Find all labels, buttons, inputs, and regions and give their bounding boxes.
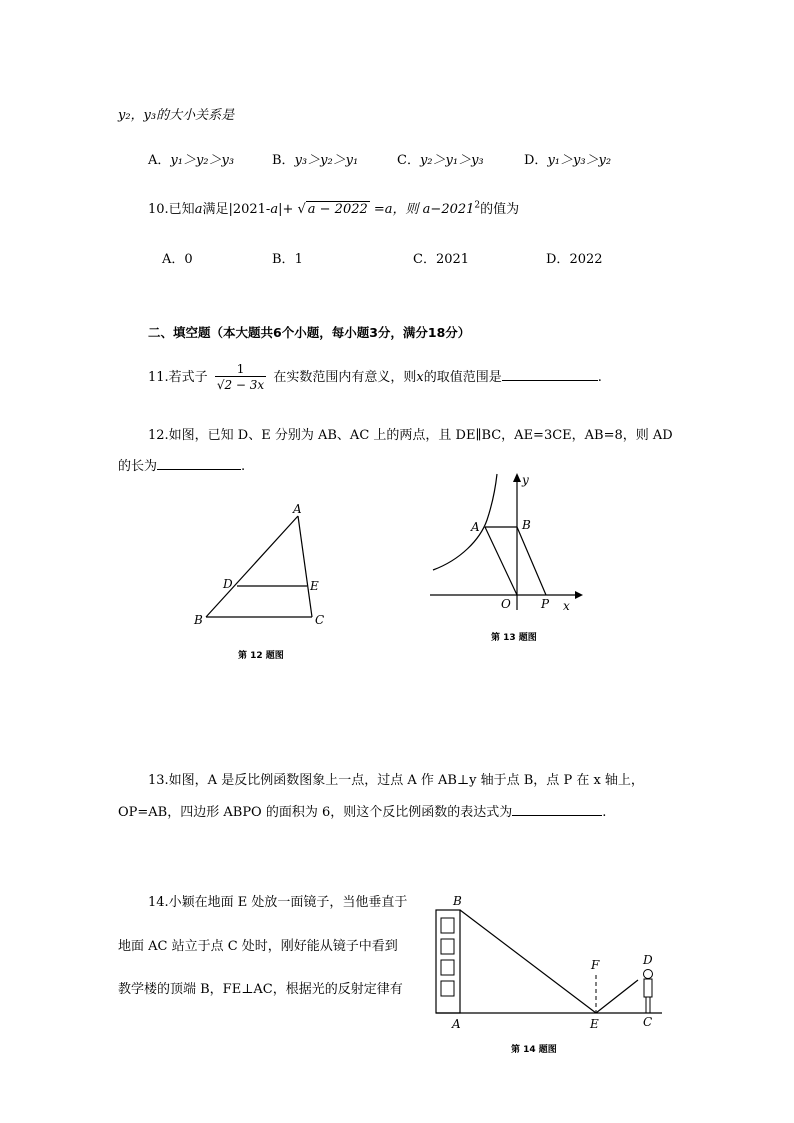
label-o: O [501,597,511,611]
segment-be [460,910,596,1013]
option-text: y₁＞y₃＞y₂ [547,153,612,168]
building-window [441,918,454,933]
q13-line2 [118,801,606,820]
answer-blank[interactable] [157,457,241,470]
q11-tail: 在实数范围内有意义，则 [273,370,417,385]
option-letter: C． [413,252,436,267]
option-letter: C． [397,153,420,168]
figure-14 [430,890,670,1035]
q10-option-d [546,248,603,267]
q9-option-d [524,149,611,168]
segment-ac [298,516,312,617]
option-letter: A． [148,153,171,168]
person-icon [644,970,653,1014]
label-a: A [452,1017,461,1031]
sqrt-sign: √ [297,202,306,217]
q12-prefix: 的长为 [118,459,158,474]
q10-option-a [162,248,193,267]
y-axis-arrow [513,473,521,482]
label-b: B [522,518,531,532]
q13-end: . [602,805,607,820]
label-c: C [643,1015,653,1029]
figure-14-caption: 第 14 题图 [511,1045,557,1055]
q10-sqrt: a − 2022 [307,202,368,217]
q9-stem: y₂，y₃的大小关系是 [118,108,235,123]
q14-line1: 14.小颖在地面 E 处放一面镜子，当他垂直于 [148,895,408,910]
q9-option-a [148,149,234,168]
option-letter: A． [162,252,185,267]
option-letter: D． [524,153,548,168]
building [436,910,460,1013]
label-b: B [194,613,203,627]
label-a: A [471,520,480,534]
fraction-numerator: 1 [236,362,245,376]
segment-ed [596,980,638,1013]
label-b: B [453,894,462,908]
figure-13-caption: 第 13 题图 [491,633,537,643]
q14-line3: 教学楼的顶端 B，FE⊥AC，根据光的反射定律有 [118,982,403,997]
label-p: P [541,597,550,611]
q10-option-c [413,248,469,267]
q12-line1: 12.如图，已知 D、E 分别为 AB、AC 上的两点，且 DE∥BC，AE=3CE，AB=8，则 AD [148,428,673,443]
q14-line2: 地面 AC 站立于点 C 处时，刚好能从镜子中看到 [118,939,398,954]
label-y: y [522,473,529,487]
option-letter: B． [272,153,295,168]
q11-tail2: 的取值范围是 [423,370,502,385]
figure-12-caption: 第 12 题图 [238,651,284,661]
label-e: E [590,1017,599,1031]
q11-var: x [416,370,424,385]
option-text: y₂＞y₁＞y₃ [419,153,484,168]
q10-sup: 2 [474,200,481,211]
label-f: F [591,958,600,972]
building-window [441,981,454,996]
option-letter: B． [272,252,295,267]
answer-blank[interactable] [502,368,598,381]
label-x: x [563,599,570,613]
section-heading: 二、填空题（本大题共6个小题，每小题3分，满分18分） [148,325,471,340]
segment-bp [517,527,546,595]
answer-blank[interactable] [512,803,602,816]
fraction-denominator: √2 − 3x [216,378,265,392]
option-text: y₁＞y₂＞y₃ [170,153,235,168]
option-letter: D． [546,252,570,267]
q10-stem [148,198,519,217]
q11-stem [148,362,602,393]
label-c: C [315,613,325,627]
option-text: 1 [294,252,303,267]
q10-eq: =a，则 a−2021 [369,202,475,217]
segment-ao [485,527,517,595]
label-d: D [223,577,233,591]
x-axis-arrow [575,591,583,599]
label-d: D [643,953,653,967]
segment-ab [206,516,298,617]
q9-option-b [272,149,358,168]
building-window [441,939,454,954]
building-window [441,960,454,975]
option-text: 2021 [435,252,470,267]
option-text: 2022 [569,252,603,267]
q13-line1: 13.如图，A 是反比例函数图象上一点，过点 A 作 AB⊥y 轴于点 B，点 P 在 x 轴上， [148,773,644,788]
figure-13 [425,470,585,615]
q11-end: . [597,370,602,385]
inverse-curve [433,474,497,570]
q12-end: . [241,459,246,474]
q10-cond2: a|+ [270,202,298,217]
figure-12 [190,502,340,630]
option-text: y₃＞y₂＞y₁ [294,153,359,168]
q10-prefix: 10.已知 [148,202,195,217]
label-e: E [310,579,319,593]
q11-fraction [215,362,266,393]
q10-cond: 满足|2021- [202,202,271,217]
q9-option-c [397,149,484,168]
label-a: A [293,502,302,516]
q10-var-a: a [194,202,203,217]
q10-tail: 的值为 [480,202,520,217]
option-text: 0 [184,252,193,267]
q13-text: OP=AB，四边形 ABPO 的面积为 6，则这个反比例函数的表达式为 [118,805,513,820]
q12-line2 [118,455,245,474]
q10-option-b [272,248,303,267]
q11-prefix: 11.若式子 [148,370,208,385]
